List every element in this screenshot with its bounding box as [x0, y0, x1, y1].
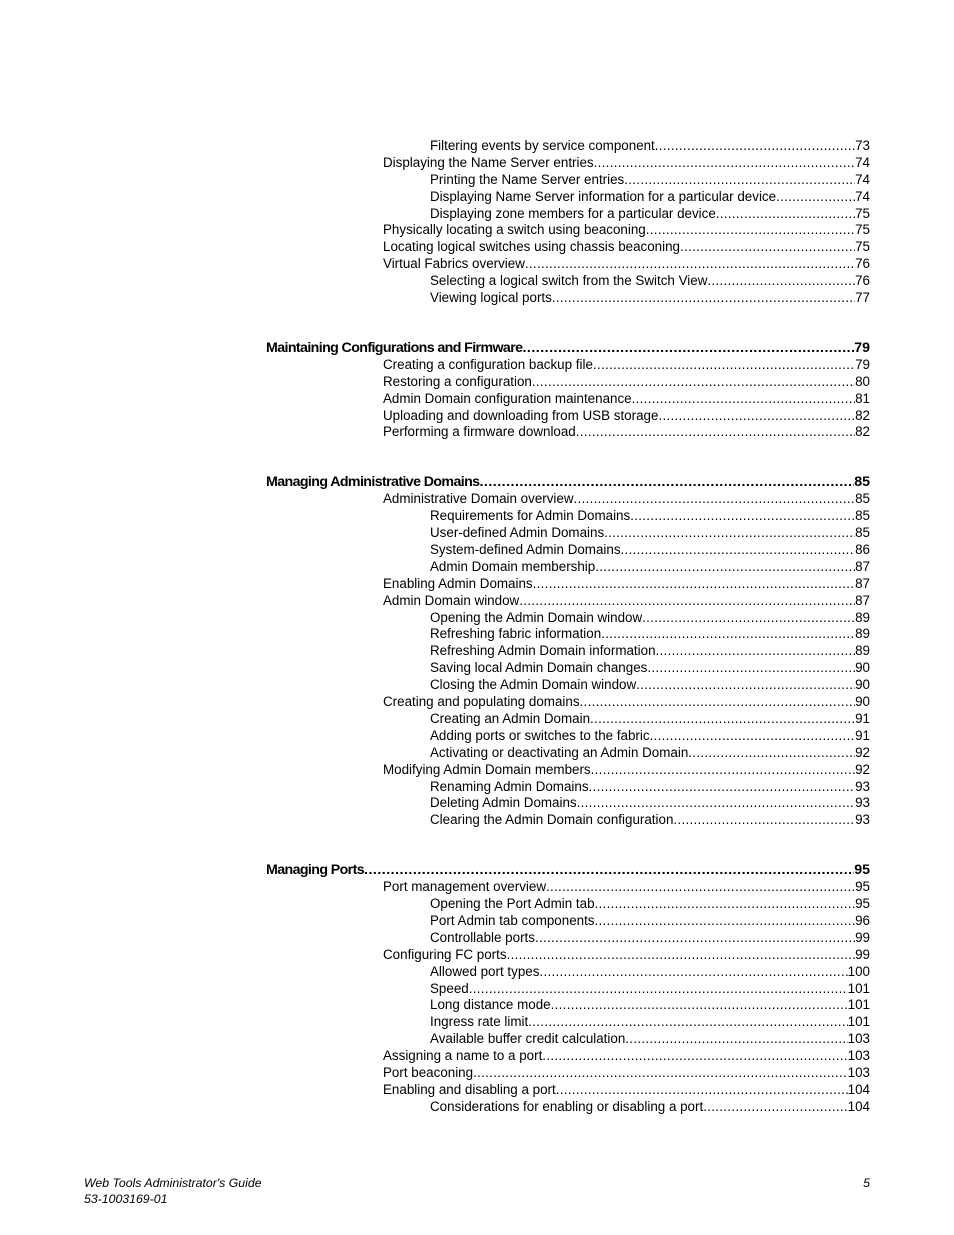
toc-entry[interactable]: [0, 694, 954, 711]
toc-chapter-entry[interactable]: [0, 339, 954, 357]
entry-title: Physically locating a switch using beaconing: [383, 222, 646, 238]
dot-leader: [658, 408, 855, 425]
entry-title: Port management overview: [383, 879, 546, 895]
dot-leader: [636, 677, 855, 694]
toc-entry[interactable]: [0, 424, 954, 441]
entry-page-number: 90: [855, 660, 870, 676]
chapter-page-number: 95: [854, 862, 870, 879]
toc-entry[interactable]: [0, 525, 954, 542]
entry-page-number: 90: [855, 694, 870, 710]
toc-entry[interactable]: [0, 711, 954, 728]
entry-page-number: 103: [847, 1031, 870, 1047]
entry-page-number: 100: [847, 963, 870, 979]
dot-leader: [479, 473, 854, 491]
toc-entry[interactable]: [0, 643, 954, 660]
toc-group: [0, 879, 954, 1115]
toc-entry[interactable]: [0, 491, 954, 508]
entry-title: Printing the Name Server entries: [430, 171, 625, 187]
entry-page-number: 87: [855, 592, 870, 608]
dot-leader: [473, 1065, 848, 1082]
dot-leader: [552, 290, 855, 307]
entry-title: Displaying zone members for a particular device: [430, 205, 716, 221]
entry-page-number: 103: [847, 1048, 870, 1064]
dot-leader: [632, 391, 855, 408]
entry-page-number: 85: [855, 508, 870, 524]
entry-page-number: 85: [855, 525, 870, 541]
entry-page-number: 103: [847, 1064, 870, 1080]
entry-title: Admin Domain membership: [430, 558, 596, 574]
dot-leader: [580, 694, 856, 711]
entry-page-number: 93: [855, 778, 870, 794]
entry-title: Creating an Admin Domain: [430, 710, 591, 726]
toc-entry[interactable]: [0, 896, 954, 913]
toc-entry[interactable]: [0, 997, 954, 1014]
entry-title: Configuring FC ports: [383, 946, 507, 962]
toc-group: [0, 357, 954, 441]
dot-leader: [507, 947, 856, 964]
toc-entry[interactable]: [0, 879, 954, 896]
toc-entry[interactable]: [0, 189, 954, 206]
toc-entry[interactable]: [0, 795, 954, 812]
toc-entry[interactable]: [0, 576, 954, 593]
toc-entry[interactable]: [0, 155, 954, 172]
entry-title: Admin Domain window: [383, 592, 520, 608]
entry-title: Refreshing fabric information: [430, 626, 602, 642]
dot-leader: [776, 189, 855, 206]
entry-title: Ingress rate limit: [430, 1014, 529, 1030]
entry-page-number: 99: [855, 929, 870, 945]
entry-page-number: 104: [847, 1098, 870, 1114]
entry-title: Locating logical switches using chassis beaconing: [383, 239, 681, 255]
entry-title: Uploading and downloading from USB storage: [383, 407, 659, 423]
toc-entry[interactable]: [0, 762, 954, 779]
dot-leader: [528, 1014, 847, 1031]
entry-title: Speed: [430, 980, 469, 996]
entry-title: Modifying Admin Domain members: [383, 761, 591, 777]
entry-title: Enabling and disabling a port: [383, 1081, 556, 1097]
toc-entry[interactable]: [0, 542, 954, 559]
dot-leader: [539, 964, 847, 981]
entry-page-number: 104: [847, 1081, 870, 1097]
dot-leader: [519, 593, 855, 610]
dot-leader: [680, 239, 855, 256]
toc-entry[interactable]: [0, 677, 954, 694]
dot-leader: [625, 1031, 847, 1048]
dot-leader: [577, 795, 855, 812]
entry-title: Available buffer credit calculation: [430, 1031, 626, 1047]
entry-page-number: 85: [855, 491, 870, 507]
toc-entry[interactable]: [0, 947, 954, 964]
toc-entry[interactable]: [0, 138, 954, 155]
entry-page-number: 80: [855, 373, 870, 389]
dot-leader: [469, 981, 848, 998]
dot-leader: [574, 491, 856, 508]
entry-page-number: 87: [855, 558, 870, 574]
toc-entry[interactable]: [0, 1014, 954, 1031]
toc-entry[interactable]: [0, 357, 954, 374]
entry-title: Displaying Name Server information for a particular device: [430, 188, 777, 204]
toc-group: [0, 491, 954, 829]
entry-title: Restoring a configuration: [383, 373, 532, 389]
dot-leader: [707, 273, 855, 290]
entry-page-number: 75: [855, 239, 870, 255]
dot-leader: [642, 610, 855, 627]
entry-page-number: 91: [855, 710, 870, 726]
dot-leader: [673, 812, 855, 829]
toc-entry[interactable]: [0, 206, 954, 223]
dot-leader: [650, 728, 856, 745]
entry-title: Renaming Admin Domains: [430, 778, 589, 794]
toc-entry[interactable]: [0, 626, 954, 643]
entry-page-number: 95: [855, 879, 870, 895]
entry-page-number: 82: [855, 407, 870, 423]
toc-entry[interactable]: [0, 610, 954, 627]
entry-title: Considerations for enabling or disabling a port: [430, 1098, 704, 1114]
toc-entry[interactable]: [0, 1082, 954, 1099]
dot-leader: [594, 155, 855, 172]
toc-entry[interactable]: [0, 593, 954, 610]
entry-page-number: 74: [855, 171, 870, 187]
entry-title: Opening the Admin Domain window: [430, 609, 643, 625]
entry-title: Deleting Admin Domains: [430, 795, 577, 811]
toc-group: [0, 138, 954, 307]
toc-entry[interactable]: [0, 374, 954, 391]
dot-leader: [630, 508, 855, 525]
dot-leader: [595, 913, 856, 930]
entry-title: Performing a firmware download: [383, 424, 576, 440]
toc-entry[interactable]: [0, 290, 954, 307]
toc-entry[interactable]: [0, 745, 954, 762]
dot-leader: [601, 626, 855, 643]
entry-page-number: 89: [855, 643, 870, 659]
toc-entry[interactable]: [0, 1065, 954, 1082]
toc-entry[interactable]: [0, 1048, 954, 1065]
entry-title: Virtual Fabrics overview: [383, 256, 525, 272]
toc-entry[interactable]: [0, 256, 954, 273]
dot-leader: [532, 374, 855, 391]
dot-leader: [591, 762, 855, 779]
dot-leader: [646, 222, 855, 239]
dot-leader: [647, 660, 855, 677]
entry-page-number: 81: [855, 390, 870, 406]
entry-page-number: 96: [855, 912, 870, 928]
entry-title: Opening the Port Admin tab: [430, 896, 595, 912]
entry-title: Administrative Domain overview: [383, 491, 574, 507]
entry-page-number: 101: [847, 997, 870, 1013]
entry-title: Creating and populating domains: [383, 694, 580, 710]
toc-entry[interactable]: [0, 222, 954, 239]
toc-entry[interactable]: [0, 408, 954, 425]
entry-page-number: 92: [855, 744, 870, 760]
entry-title: Assigning a name to a port: [383, 1048, 543, 1064]
entry-title: System-defined Admin Domains: [430, 542, 621, 558]
dot-leader: [522, 339, 854, 357]
entry-page-number: 76: [855, 256, 870, 272]
dot-leader: [525, 256, 855, 273]
entry-title: Allowed port types: [430, 963, 540, 979]
dot-leader: [546, 879, 855, 896]
dot-leader: [542, 1048, 847, 1065]
toc-entry[interactable]: [0, 660, 954, 677]
entry-page-number: 74: [855, 188, 870, 204]
page-footer-left: [84, 1175, 262, 1207]
chapter-title: Maintaining Configurations and Firmware: [266, 339, 523, 356]
toc-chapter-entry[interactable]: [0, 861, 954, 879]
toc-entry[interactable]: [0, 728, 954, 745]
guide-title: Web Tools Administrator's Guide: [84, 1176, 262, 1190]
entry-title: Admin Domain configuration maintenance: [383, 390, 632, 406]
entry-page-number: 99: [855, 946, 870, 962]
dot-leader: [604, 525, 855, 542]
entry-page-number: 95: [855, 896, 870, 912]
dot-leader: [589, 779, 856, 796]
dot-leader: [576, 424, 855, 441]
dot-leader: [533, 576, 855, 593]
chapter-page-number: 85: [854, 474, 870, 491]
toc-entry[interactable]: [0, 391, 954, 408]
entry-title: User-defined Admin Domains: [430, 525, 605, 541]
entry-title: Clearing the Admin Domain configuration: [430, 812, 674, 828]
entry-page-number: 86: [855, 542, 870, 558]
toc-entry[interactable]: [0, 508, 954, 525]
entry-page-number: 90: [855, 677, 870, 693]
dot-leader: [590, 711, 855, 728]
dot-leader: [551, 997, 848, 1014]
entry-page-number: 77: [855, 290, 870, 306]
page-number: 5: [863, 1176, 870, 1190]
entry-page-number: 82: [855, 424, 870, 440]
entry-title: Requirements for Admin Domains: [430, 508, 631, 524]
toc-entry[interactable]: [0, 1099, 954, 1116]
entry-page-number: 73: [855, 138, 870, 153]
entry-page-number: 93: [855, 812, 870, 828]
chapter-title: Managing Ports: [266, 862, 365, 879]
dot-leader: [621, 542, 856, 559]
chapter-page-number: 79: [854, 339, 870, 356]
toc-entry[interactable]: [0, 273, 954, 290]
toc-entry[interactable]: [0, 559, 954, 576]
dot-leader: [655, 138, 855, 155]
dot-leader: [364, 861, 854, 879]
entry-page-number: 74: [855, 154, 870, 170]
entry-page-number: 89: [855, 626, 870, 642]
dot-leader: [656, 643, 856, 660]
dot-leader: [593, 357, 855, 374]
entry-title: Saving local Admin Domain changes: [430, 660, 648, 676]
dot-leader: [535, 930, 855, 947]
entry-title: Enabling Admin Domains: [383, 575, 533, 591]
entry-title: Adding ports or switches to the fabric: [430, 727, 650, 743]
entry-page-number: 92: [855, 761, 870, 777]
entry-page-number: 93: [855, 795, 870, 811]
table-of-contents: [0, 138, 954, 1116]
entry-title: Displaying the Name Server entries: [383, 154, 594, 170]
entry-title: Long distance mode: [430, 997, 551, 1013]
entry-title: Activating or deactivating an Admin Domain: [430, 744, 689, 760]
entry-title: Port Admin tab components: [430, 912, 595, 928]
entry-title: Closing the Admin Domain window: [430, 677, 637, 693]
entry-page-number: 79: [855, 356, 870, 372]
entry-title: Creating a configuration backup file: [383, 356, 593, 372]
entry-page-number: 76: [855, 273, 870, 289]
toc-entry[interactable]: [0, 239, 954, 256]
entry-page-number: 91: [855, 727, 870, 743]
entry-page-number: 75: [855, 222, 870, 238]
dot-leader: [595, 559, 855, 576]
toc-entry[interactable]: [0, 172, 954, 189]
dot-leader: [716, 206, 855, 223]
toc-entry[interactable]: [0, 1031, 954, 1048]
toc-entry[interactable]: [0, 930, 954, 947]
entry-page-number: 101: [847, 980, 870, 996]
entry-title: Controllable ports: [430, 929, 535, 945]
dot-leader: [624, 172, 855, 189]
entry-title: Filtering events by service component: [430, 138, 655, 153]
dot-leader: [556, 1082, 848, 1099]
entry-title: Refreshing Admin Domain information: [430, 643, 656, 659]
dot-leader: [595, 896, 856, 913]
entry-page-number: 87: [855, 575, 870, 591]
dot-leader: [688, 745, 855, 762]
toc-entry[interactable]: [0, 779, 954, 796]
toc-entry[interactable]: [0, 981, 954, 998]
toc-entry[interactable]: [0, 812, 954, 829]
toc-entry[interactable]: [0, 913, 954, 930]
toc-chapter-entry[interactable]: [0, 473, 954, 491]
entry-page-number: 75: [855, 205, 870, 221]
document-number: 53-1003169-01: [84, 1192, 168, 1206]
entry-title: Selecting a logical switch from the Switch View: [430, 273, 708, 289]
entry-title: Viewing logical ports: [430, 290, 552, 306]
entry-page-number: 101: [847, 1014, 870, 1030]
dot-leader: [703, 1099, 847, 1116]
entry-title: Port beaconing: [383, 1064, 474, 1080]
chapter-title: Managing Administrative Domains: [266, 474, 480, 491]
toc-entry[interactable]: [0, 964, 954, 981]
entry-page-number: 89: [855, 609, 870, 625]
